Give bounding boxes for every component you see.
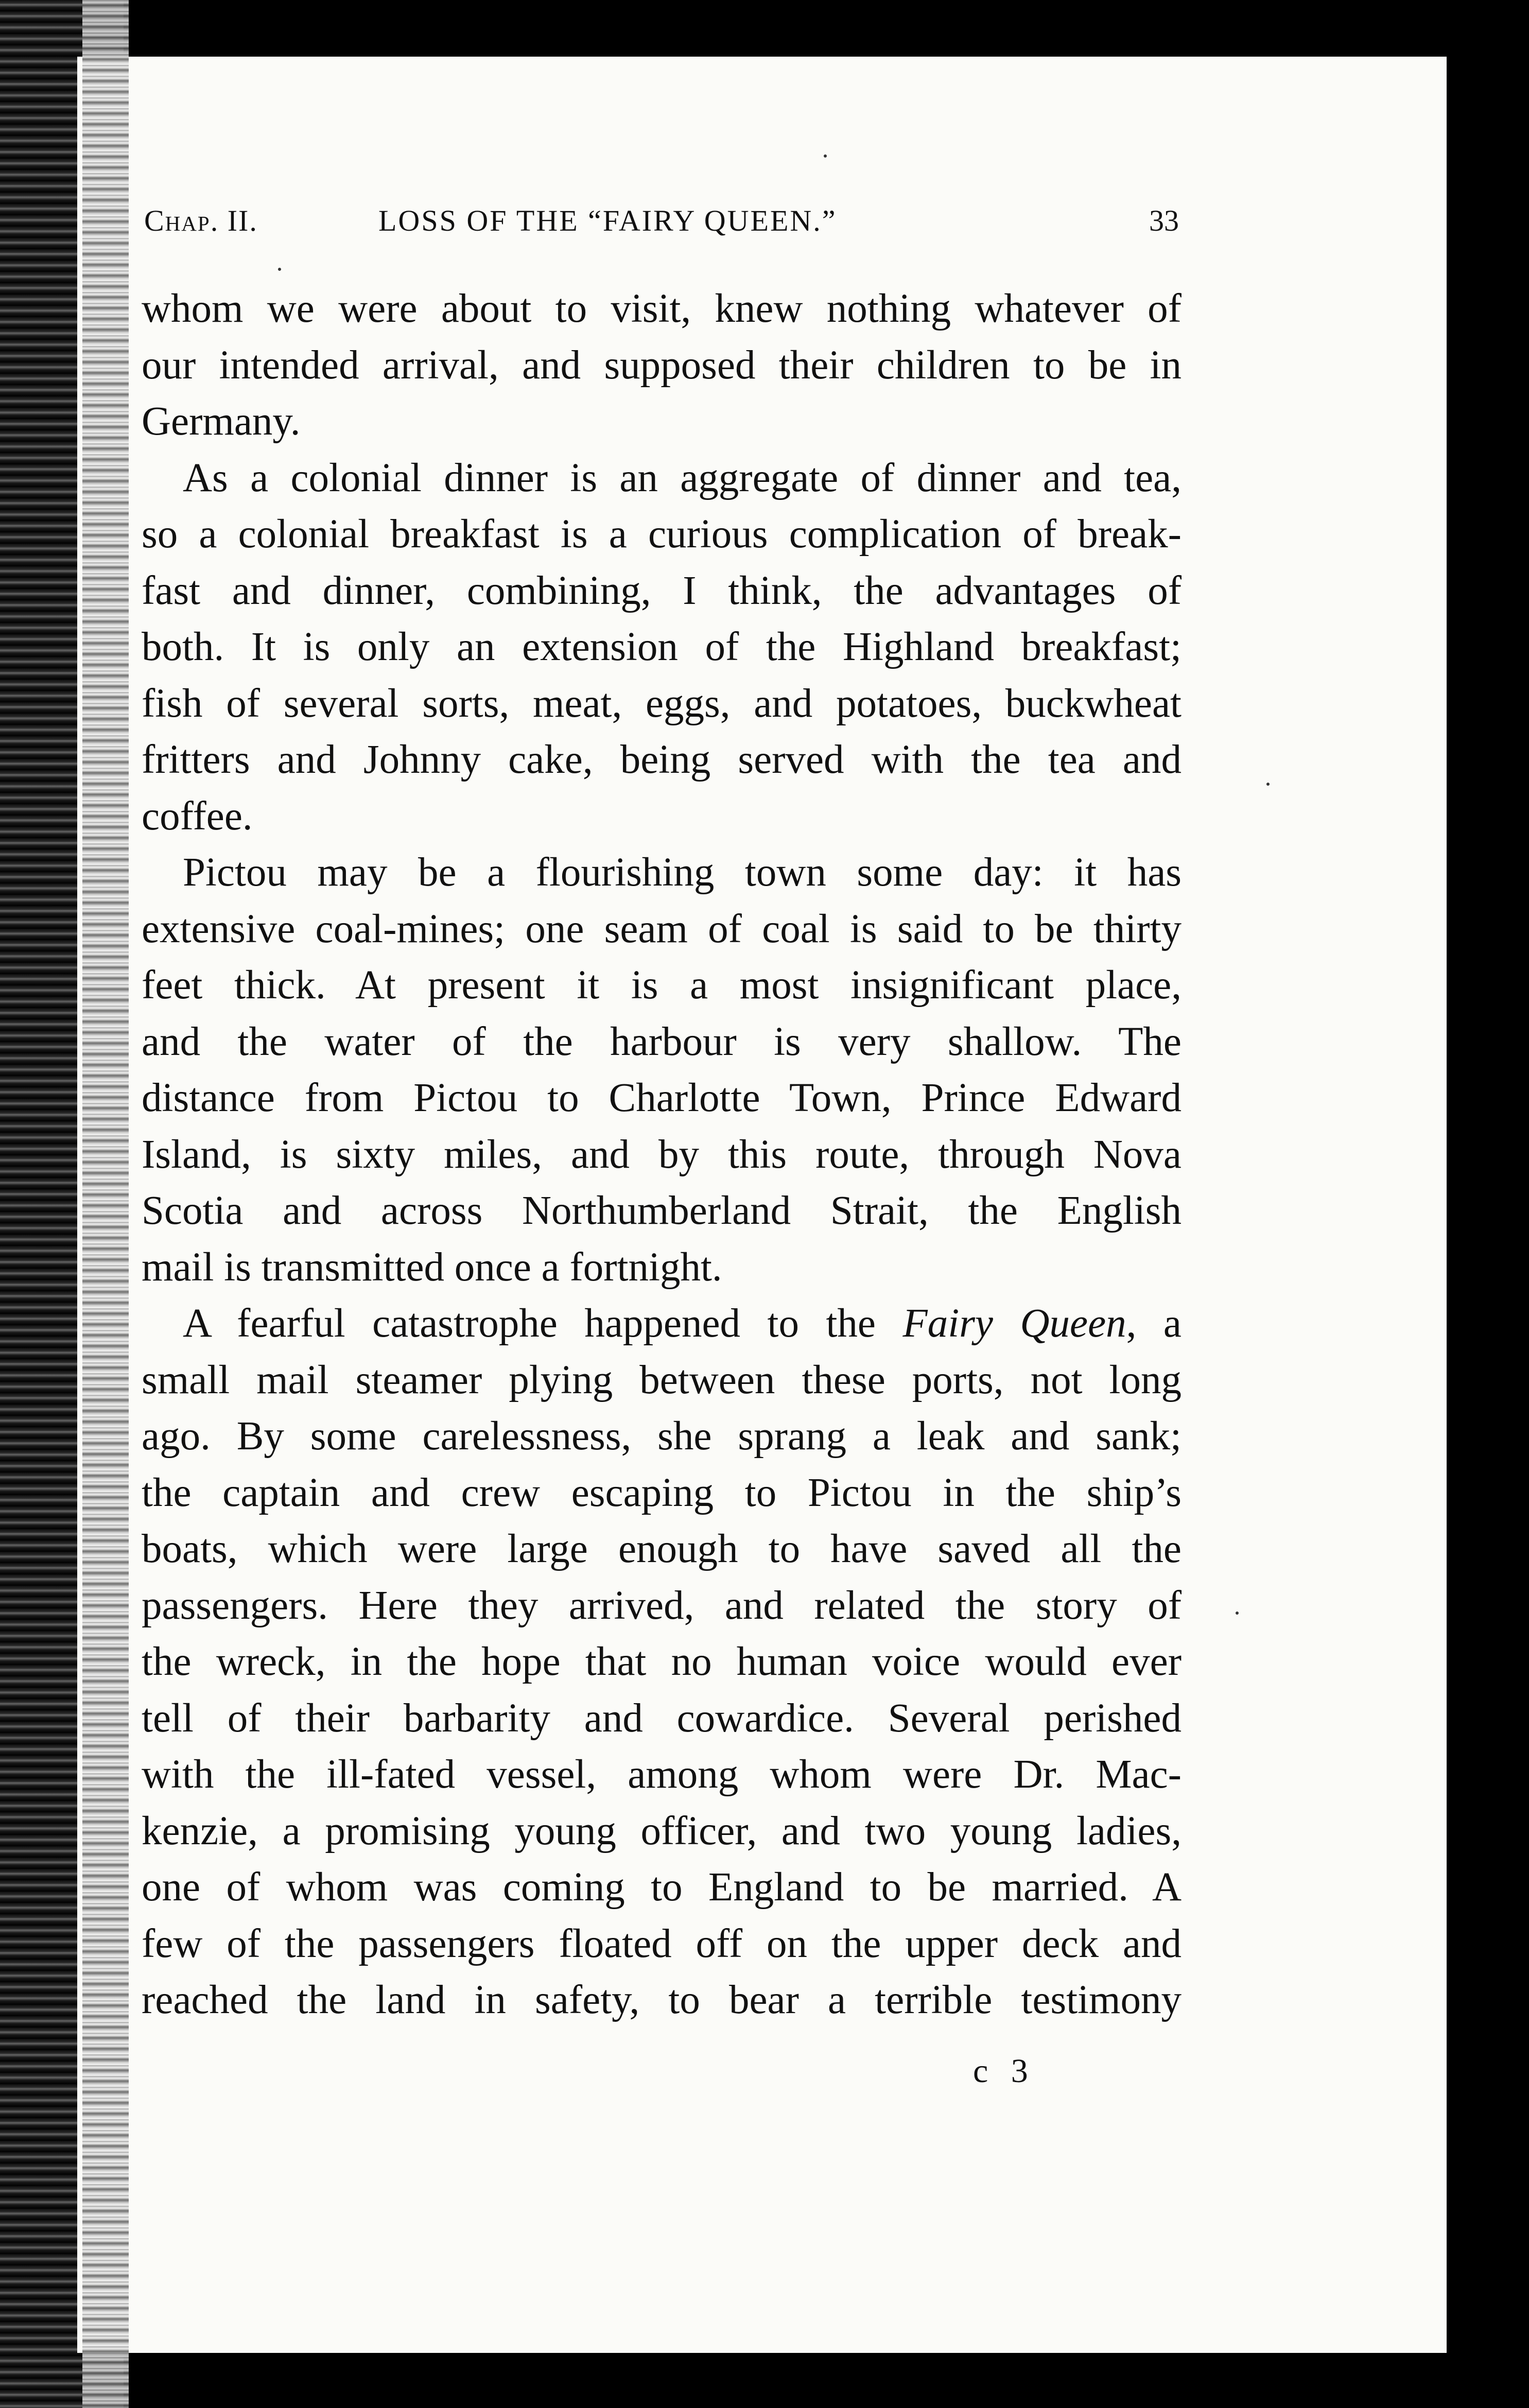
text-line: small mail steamer plying between these ports, not long (142, 1357, 1182, 1402)
text-line: mail is transmitted once a fortnight. (142, 1244, 722, 1290)
text-line: fast and dinner, combining, I think, the advantages of (142, 568, 1182, 613)
text-line: extensive coal-mines; one seam of coal is said to be thirty (142, 906, 1182, 951)
text-line: Scotia and across Northumberland Strait, the English (142, 1188, 1182, 1233)
page-edge-gutter (82, 0, 129, 2408)
text-line: fritters and Johnny cake, being served with the tea and (142, 737, 1182, 782)
text-line: the captain and crew escaping to Pictou in the ship’s (142, 1470, 1182, 1515)
text-line: kenzie, a promising young officer, and two young ladies, (142, 1808, 1182, 1853)
text-line: Pictou may be a flourishing town some day: it has (183, 850, 1182, 895)
text-line: distance from Pictou to Charlotte Town, Prince Edward (142, 1076, 1182, 1120)
body-text (142, 281, 1182, 2029)
text-line: tell of their barbarity and cowardice. Several perished (142, 1695, 1182, 1741)
text-line: our intended arrival, and supposed their children to be in (142, 342, 1182, 388)
page-number: 33 (1149, 204, 1179, 237)
text-line: whom we were about to visit, knew nothing whatever of (142, 286, 1182, 331)
running-header (144, 203, 1179, 250)
text-line: boats, which were large enough to have saved all the (142, 1527, 1182, 1571)
print-speck (1236, 1612, 1239, 1615)
text-line: the wreck, in the hope that no human voice would ever (142, 1639, 1182, 1684)
print-speck (824, 154, 827, 158)
text-line: ago. By some carelessness, she sprang a leak and sank; (142, 1414, 1182, 1459)
text-line: Island, is sixty miles, and by this route, through Nova (142, 1132, 1182, 1177)
print-speck (278, 268, 281, 271)
text-line: feet thick. At present it is a most insignificant place, (142, 963, 1182, 1008)
chapter-label: Chap. II. (144, 204, 258, 237)
running-title: LOSS OF THE “FAIRY QUEEN.” (378, 204, 837, 237)
text-line: with the ill-fated vessel, among whom were Dr. Mac- (142, 1752, 1182, 1797)
text-line: A fearful catastrophe happened to the Fairy Queen, a (183, 1301, 1182, 1346)
text-line: both. It is only an extension of the Highland breakfast; (142, 625, 1182, 669)
text-line: so a colonial breakfast is a curious complication of break- (142, 512, 1182, 557)
text-line: reached the land in safety, to bear a terrible testimony (142, 1978, 1182, 2022)
text-line: few of the passengers floated off on the upper deck and (142, 1921, 1182, 1966)
print-speck (1266, 783, 1270, 786)
printer-signature-mark: c 3 (973, 2052, 1035, 2090)
text-line: coffee. (142, 793, 253, 839)
text-line: fish of several sorts, meat, eggs, and potatoes, buckwheat (142, 681, 1182, 726)
text-line: Germany. (142, 399, 301, 444)
text-line: As a colonial dinner is an aggregate of dinner and tea, (183, 455, 1182, 500)
text-line: and the water of the harbour is very shallow. The (142, 1019, 1182, 1064)
text-line: one of whom was coming to England to be married. A (142, 1865, 1182, 1910)
text-line: passengers. Here they arrived, and related the story of (142, 1583, 1182, 1628)
